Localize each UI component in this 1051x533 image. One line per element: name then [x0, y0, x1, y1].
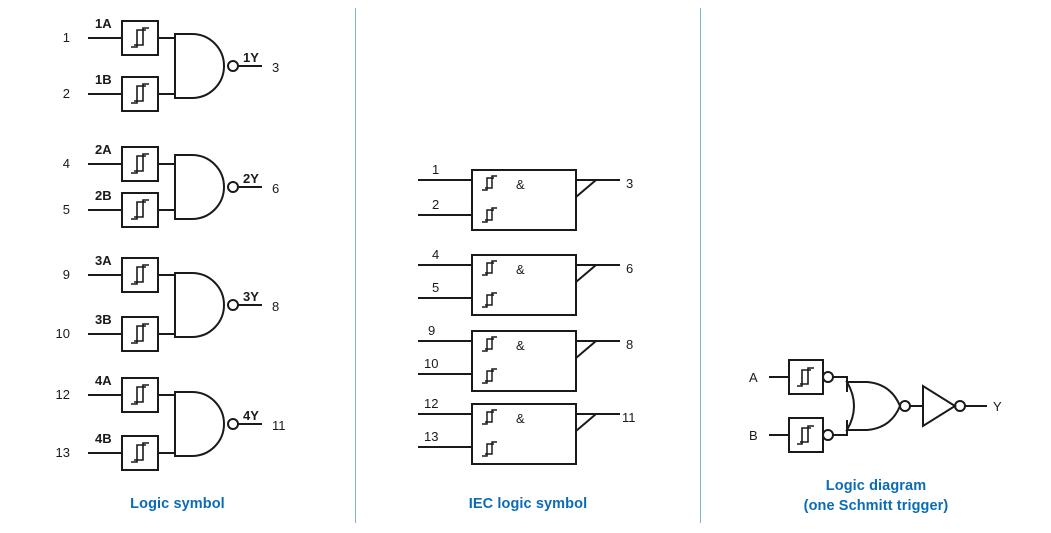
panel-caption	[701, 476, 1051, 516]
pin-number: 4	[432, 247, 440, 262]
caption-line1: Logic symbol	[130, 496, 225, 512]
panel-iec-logic-symbol	[356, 0, 700, 533]
output-pin: 8	[272, 299, 280, 314]
caption-line1: Logic diagram	[825, 478, 927, 494]
iec-logic-symbol-drawing	[356, 0, 700, 500]
pin-label: 4B	[95, 431, 112, 446]
input-label: B	[749, 428, 758, 443]
output-pin: 6	[272, 181, 280, 196]
pin-label: 1A	[95, 16, 112, 31]
pin-number: 5	[62, 202, 70, 217]
pin-number: 1	[432, 162, 440, 177]
pin-number: 13	[424, 429, 439, 444]
output-pin: 3	[626, 176, 634, 191]
qualifier: &	[516, 411, 525, 426]
panel-caption	[0, 496, 355, 512]
pin-number: 4	[62, 156, 70, 171]
output-label: 1Y	[243, 50, 259, 65]
pin-label: 2A	[95, 142, 112, 157]
pin-number: 9	[428, 323, 436, 338]
output-pin: 8	[626, 337, 634, 352]
pin-number: 5	[432, 280, 440, 295]
output-label: Y	[993, 399, 1002, 414]
pin-number: 2	[432, 197, 440, 212]
output-pin: 11	[272, 418, 286, 433]
pin-number: 12	[55, 387, 70, 402]
pin-label: 1B	[95, 72, 112, 87]
panel-logic-diagram	[701, 0, 1051, 533]
qualifier: &	[516, 177, 525, 192]
logic-symbol-drawing	[0, 0, 355, 500]
pin-number: 13	[55, 445, 70, 460]
panel-logic-symbol	[0, 0, 355, 533]
pin-number: 12	[424, 396, 439, 411]
qualifier: &	[516, 262, 525, 277]
caption-line1: IEC logic symbol	[468, 496, 588, 512]
qualifier: &	[516, 338, 525, 353]
output-label: 3Y	[243, 289, 259, 304]
pin-label: 3A	[95, 253, 112, 268]
pin-number: 10	[55, 326, 70, 341]
pin-label: 3B	[95, 312, 112, 327]
output-pin: 11	[622, 410, 636, 425]
output-pin: 6	[626, 261, 634, 276]
output-label: 4Y	[243, 408, 259, 423]
output-label: 2Y	[243, 171, 259, 186]
pin-number: 9	[62, 267, 70, 282]
pin-label: 2B	[95, 188, 112, 203]
pin-label: 4A	[95, 373, 112, 388]
pin-number: 1	[62, 30, 70, 45]
output-pin: 3	[272, 60, 280, 75]
panel-caption	[356, 496, 700, 512]
input-label: A	[749, 370, 758, 385]
logic-diagram-drawing	[701, 0, 1051, 500]
pin-number: 2	[62, 86, 70, 101]
caption-line2: (one Schmitt trigger)	[803, 498, 949, 514]
pin-number: 10	[424, 356, 439, 371]
